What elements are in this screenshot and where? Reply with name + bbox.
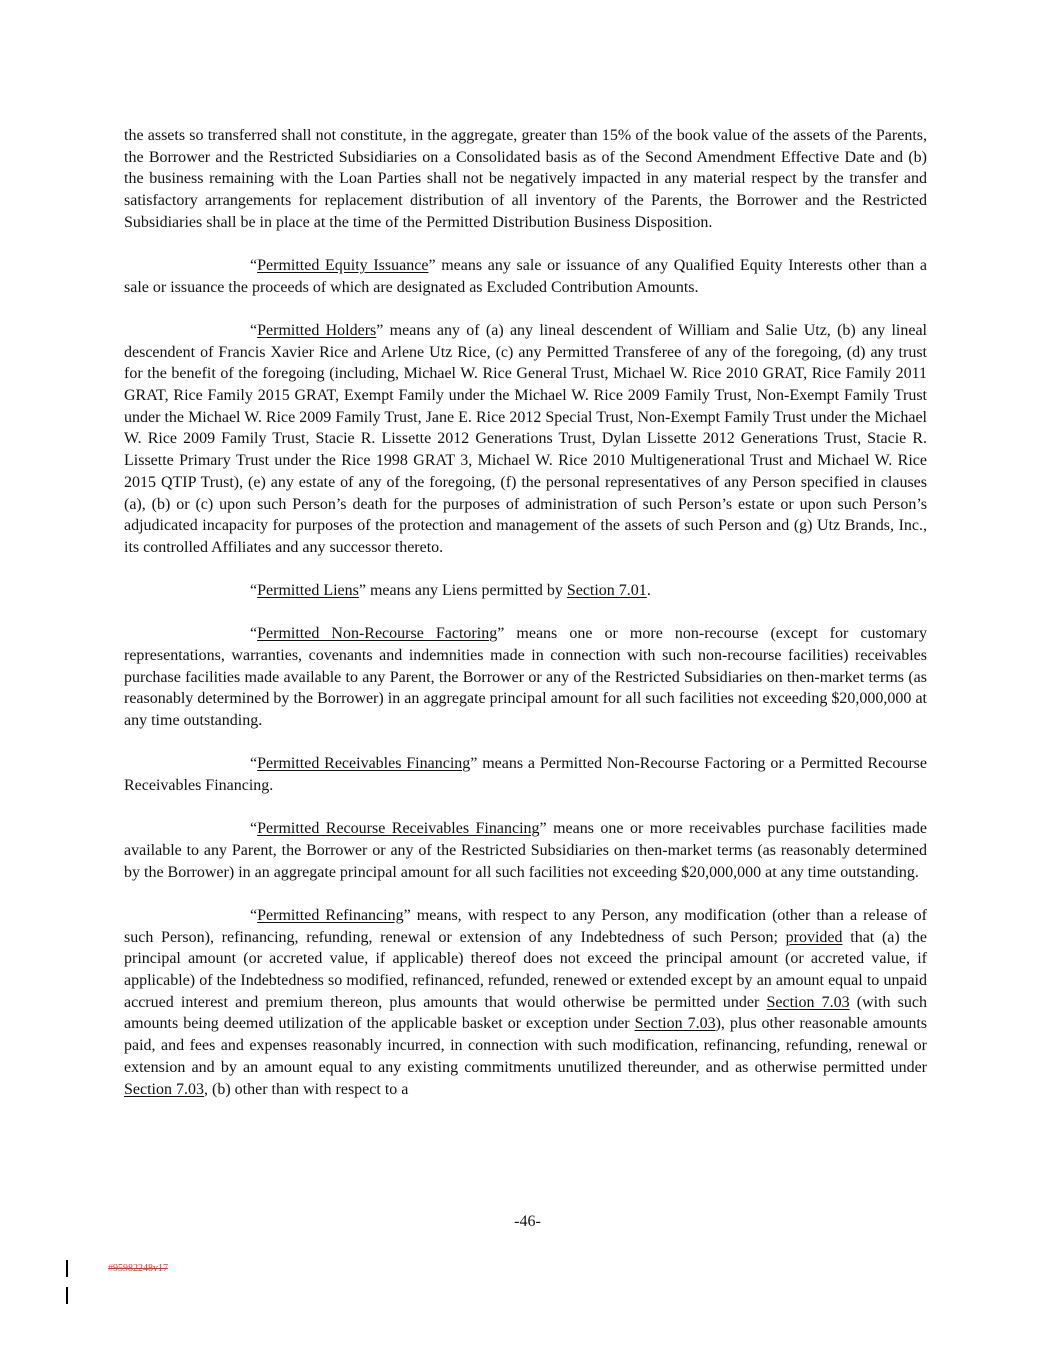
definition-text: ” means any Liens permitted by [358,582,567,600]
definition-text: ” means one or more receivables purchase facilities made available to any Parent, the Borrower or any of the Restricted Subsidiaries on then-market terms (as reasonably determined by the Borrower) in an aggregate principal amount for all such facilities not exceeding $20,000,000 at any time outstanding. [124,820,928,881]
defined-term: Permitted Receivables Financing [257,755,471,773]
paragraph-continuation: the assets so transferred shall not constitute, in the aggregate, greater than 15% of the book value of the assets of the Parents, the Borrower and the Restricted Subsidiaries on a Consolidated basis as of the Second Amendment Effective Date and (b) the business remaining with the Loan Parties shall not be negatively impacted in any material respect by the transfer and satisfactory arrangements for replacement distribution of all inventory of the Parents, the Borrower and the Restricted Subsidiaries shall be in place at the time of the Permitted Distribution Business Disposition. [124,127,927,231]
change-bar [66,1287,68,1304]
definition-text: ” means, with respect to any Person, any modification (other than a release of such Person), refinancing, refunding, renewal or extension of any Indebtedness of such Person; [124,906,927,946]
definition-permitted-refinancing [124,905,927,1100]
open-quote: “ [250,321,258,339]
page-number: -46- [514,1213,541,1230]
definition-text: , (b) other than with respect to a [204,1080,409,1098]
definition-text: ), plus other reasonable amounts paid, and fees and expenses reasonably incurred, in connection with such modification, refinancing, refunding, renewal or extension and by an amount equal to any existing commitments unutilized thereunder, and as otherwise permitted under [124,1015,928,1076]
section-reference: Section 7.01 [566,582,647,600]
definition-text: ” means any sale or issuance of any Qualified Equity Interests other than a sale or issuance the proceeds of which are designated as Excluded Contribution Amounts. [124,257,927,296]
open-quote: “ [250,625,258,643]
period: . [646,582,651,600]
definition-text: ” means a Permitted Non-Recourse Factoring or a Permitted Recourse Receivables Financing. [124,755,927,795]
section-reference: Section 7.03 [124,1080,204,1098]
definition-text: (with such amounts being deemed utilization of the applicable basket or exception under [124,993,927,1033]
section-reference: Section 7.03 [634,1015,716,1033]
defined-term: Permitted Recourse Receivables Financing [257,820,540,838]
definition-permitted-recourse-receivables-financing [124,818,927,883]
defined-term: Permitted Equity Issuance [257,257,429,275]
defined-term: Permitted Non-Recourse Factoring [257,625,498,643]
definition-text: ” means one or more non-recourse (except for customary representations, warranties, covenants and indemnities made in connection with such non-recourse facilities) receivables purchase facilities made available to any Parent, the Borrower or any of the Restricted Subsidiaries on then-market terms (as reasonably determined by the Borrower) in an aggregate principal amount for all such facilities not exceeding $20,000,000 at any time outstanding. [124,625,927,730]
definition-permitted-equity-issuance [124,255,927,298]
defined-term: Permitted Holders [257,321,377,339]
open-quote: “ [250,582,258,600]
open-quote: “ [250,906,258,924]
definition-permitted-liens [124,580,927,602]
definition-permitted-receivables-financing [124,753,927,796]
open-quote: “ [250,755,258,773]
change-bar [66,1260,68,1277]
definition-text: that (a) the principal amount (or accreted value, if applicable) thereof does not exceed the principal amount (or accreted value, if applicable) of the Indebtedness so modified, refinanced, refunded, renewed or extended except by an amount equal to unpaid accrued interest and premium thereon, plus amounts that would otherwise be permitted under [124,928,927,1011]
defined-term: Permitted Refinancing [257,906,404,924]
definition-text: ” means any of (a) any lineal descendent of William and Salie Utz, (b) any lineal descendent of Francis Xavier Rice and Arlene Utz Rice, (c) any Permitted Transferee of any of the foregoing, (d) any trust for the benefit of the foregoing (including, Michael W. Rice General Trust, Michael W. Rice 2010 GRAT, Rice Family 2011 GRAT, Rice Family 2015 GRAT, Exempt Family under the Michael W. Rice 2009 Family Trust, Non-Exempt Family Trust under the Michael W. Rice 2009 Family Trust, Jane E. Rice 2012 Special Trust, Non-Exempt Family Trust under the Michael W. Rice 2009 Family Trust, Stacie R. Lissette 2012 Generations Trust, Dylan Lissette 2012 Generations Trust, Stacie R. Lissette Primary Trust under the Rice 1998 GRAT 3, Michael W. Rice 2010 Multigenerational Trust and Michael W. Rice 2015 QTIP Trust), (e) any estate of any of the foregoing, (f) the personal representatives of any Person specified in clauses (a), (b) or (c) upon such Person’s death for the purposes of administration of such Person’s estate or upon such Person’s adjudicated incapacity for purposes of the protection and management of the assets of such Person and (g) Utz Brands, Inc., its controlled Affiliates and any successor thereto. [124,321,927,556]
defined-term: Permitted Liens [257,582,359,600]
definition-permitted-holders [124,320,927,559]
definition-permitted-non-recourse-factoring [124,623,927,732]
document-body [124,125,927,1122]
open-quote: “ [250,257,258,275]
section-reference: Section 7.03 [766,993,850,1011]
open-quote: “ [250,820,258,838]
provided-term: provided [785,928,843,946]
document-id: #95982248v17 [108,1263,168,1274]
